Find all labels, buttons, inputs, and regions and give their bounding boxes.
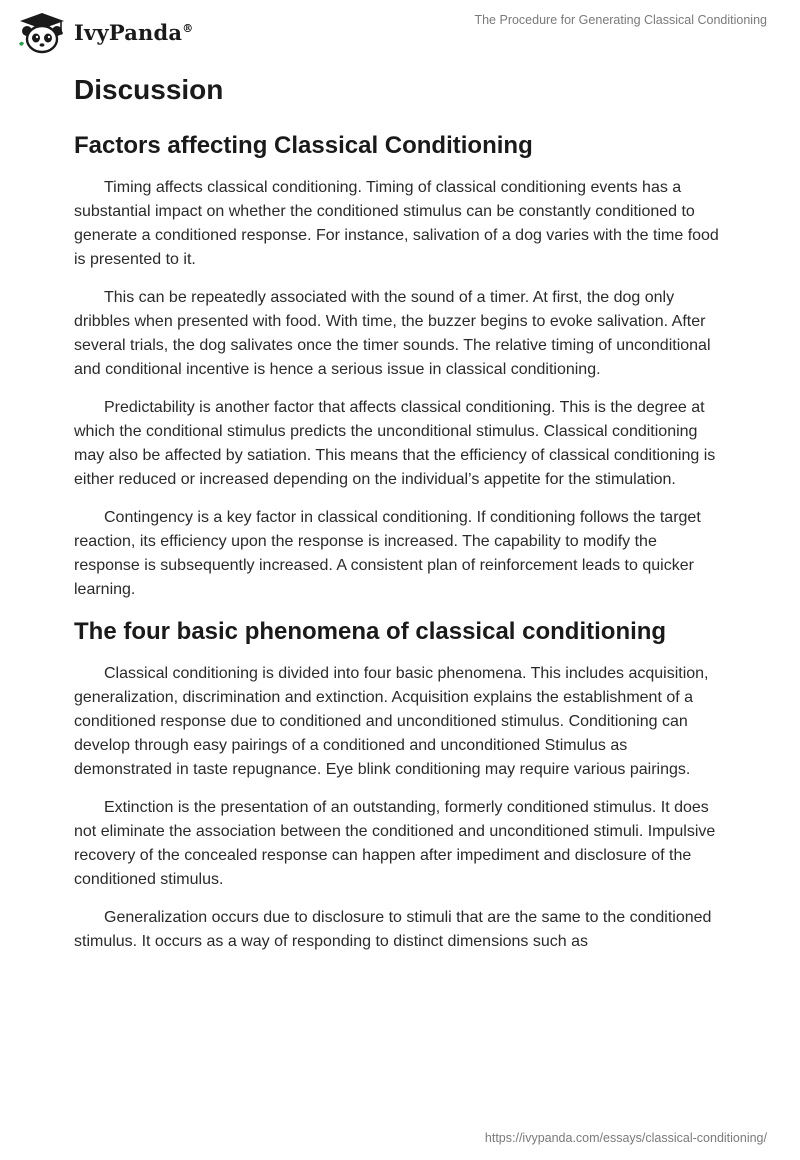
brand-logo[interactable] — [16, 10, 193, 54]
paragraph: Contingency is a key factor in classical conditioning. If conditioning follows the target reaction, its efficiency upon the response is increased. The capability to modify the response is subsequently increased. A consistent plan of reinforcement leads to quicker learning. — [74, 509, 701, 598]
paragraph: Generalization occurs due to disclosure to stimuli that are the same to the conditioned stimulus. It occurs as a way of responding to distinct dimensions such as — [74, 909, 712, 950]
brand-name: IvyPanda® — [74, 19, 194, 45]
article-body — [74, 72, 726, 968]
document-title: The Procedure for Generating Classical Conditioning — [474, 13, 767, 27]
page-heading: Discussion — [74, 74, 224, 105]
paragraph: Extinction is the presentation of an outstanding, formerly conditioned stimulus. It does not eliminate the association between the conditioned and unconditioned stimuli. Impulsive recovery of the concealed response can happen after impediment and disclosure of the conditioned stimulus. — [74, 799, 716, 888]
paragraph: Timing affects classical conditioning. Timing of classical conditioning events has a substantial impact on whether the conditioned stimulus can be constantly conditioned to generate a conditioned response. For instance, salivation of a dog varies with the time food is presented to it. — [74, 179, 719, 268]
source-url[interactable]: https://ivypanda.com/essays/classical-conditioning/ — [484, 1131, 767, 1145]
paragraph: Classical conditioning is divided into four basic phenomena. This includes acquisition, generalization, discrimination and extinction. Acquisition explains the establishment of a conditioned response due to conditioned and unconditioned stimulus. Conditioning can develop through easy pairings of a conditioned and unconditioned Stimulus as demonstrated in taste repugnance. Eye blink conditioning may require various pairings. — [74, 665, 709, 778]
paragraph: This can be repeatedly associated with the sound of a timer. At first, the dog only dribbles when presented with food. With time, the buzzer begins to evoke salivation. After several trials, the dog salivates once the timer sounds. The relative timing of unconditional and conditional incentive is hence a serious issue in classical conditioning. — [74, 289, 711, 378]
paragraph: Predictability is another factor that affects classical conditioning. This is the degree at which the conditional stimulus predicts the unconditional stimulus. Classical conditioning may also be affected by satiation. This means that the efficiency of classical conditioning is either reduced or increased depending on the individual’s appetite for the stimulation. — [74, 399, 716, 488]
section-heading-factors: Factors affecting Classical Conditioning — [74, 132, 533, 159]
section-heading-phenomena: The four basic phenomena of classical conditioning — [74, 618, 667, 645]
panda-graduate-icon — [16, 10, 68, 54]
